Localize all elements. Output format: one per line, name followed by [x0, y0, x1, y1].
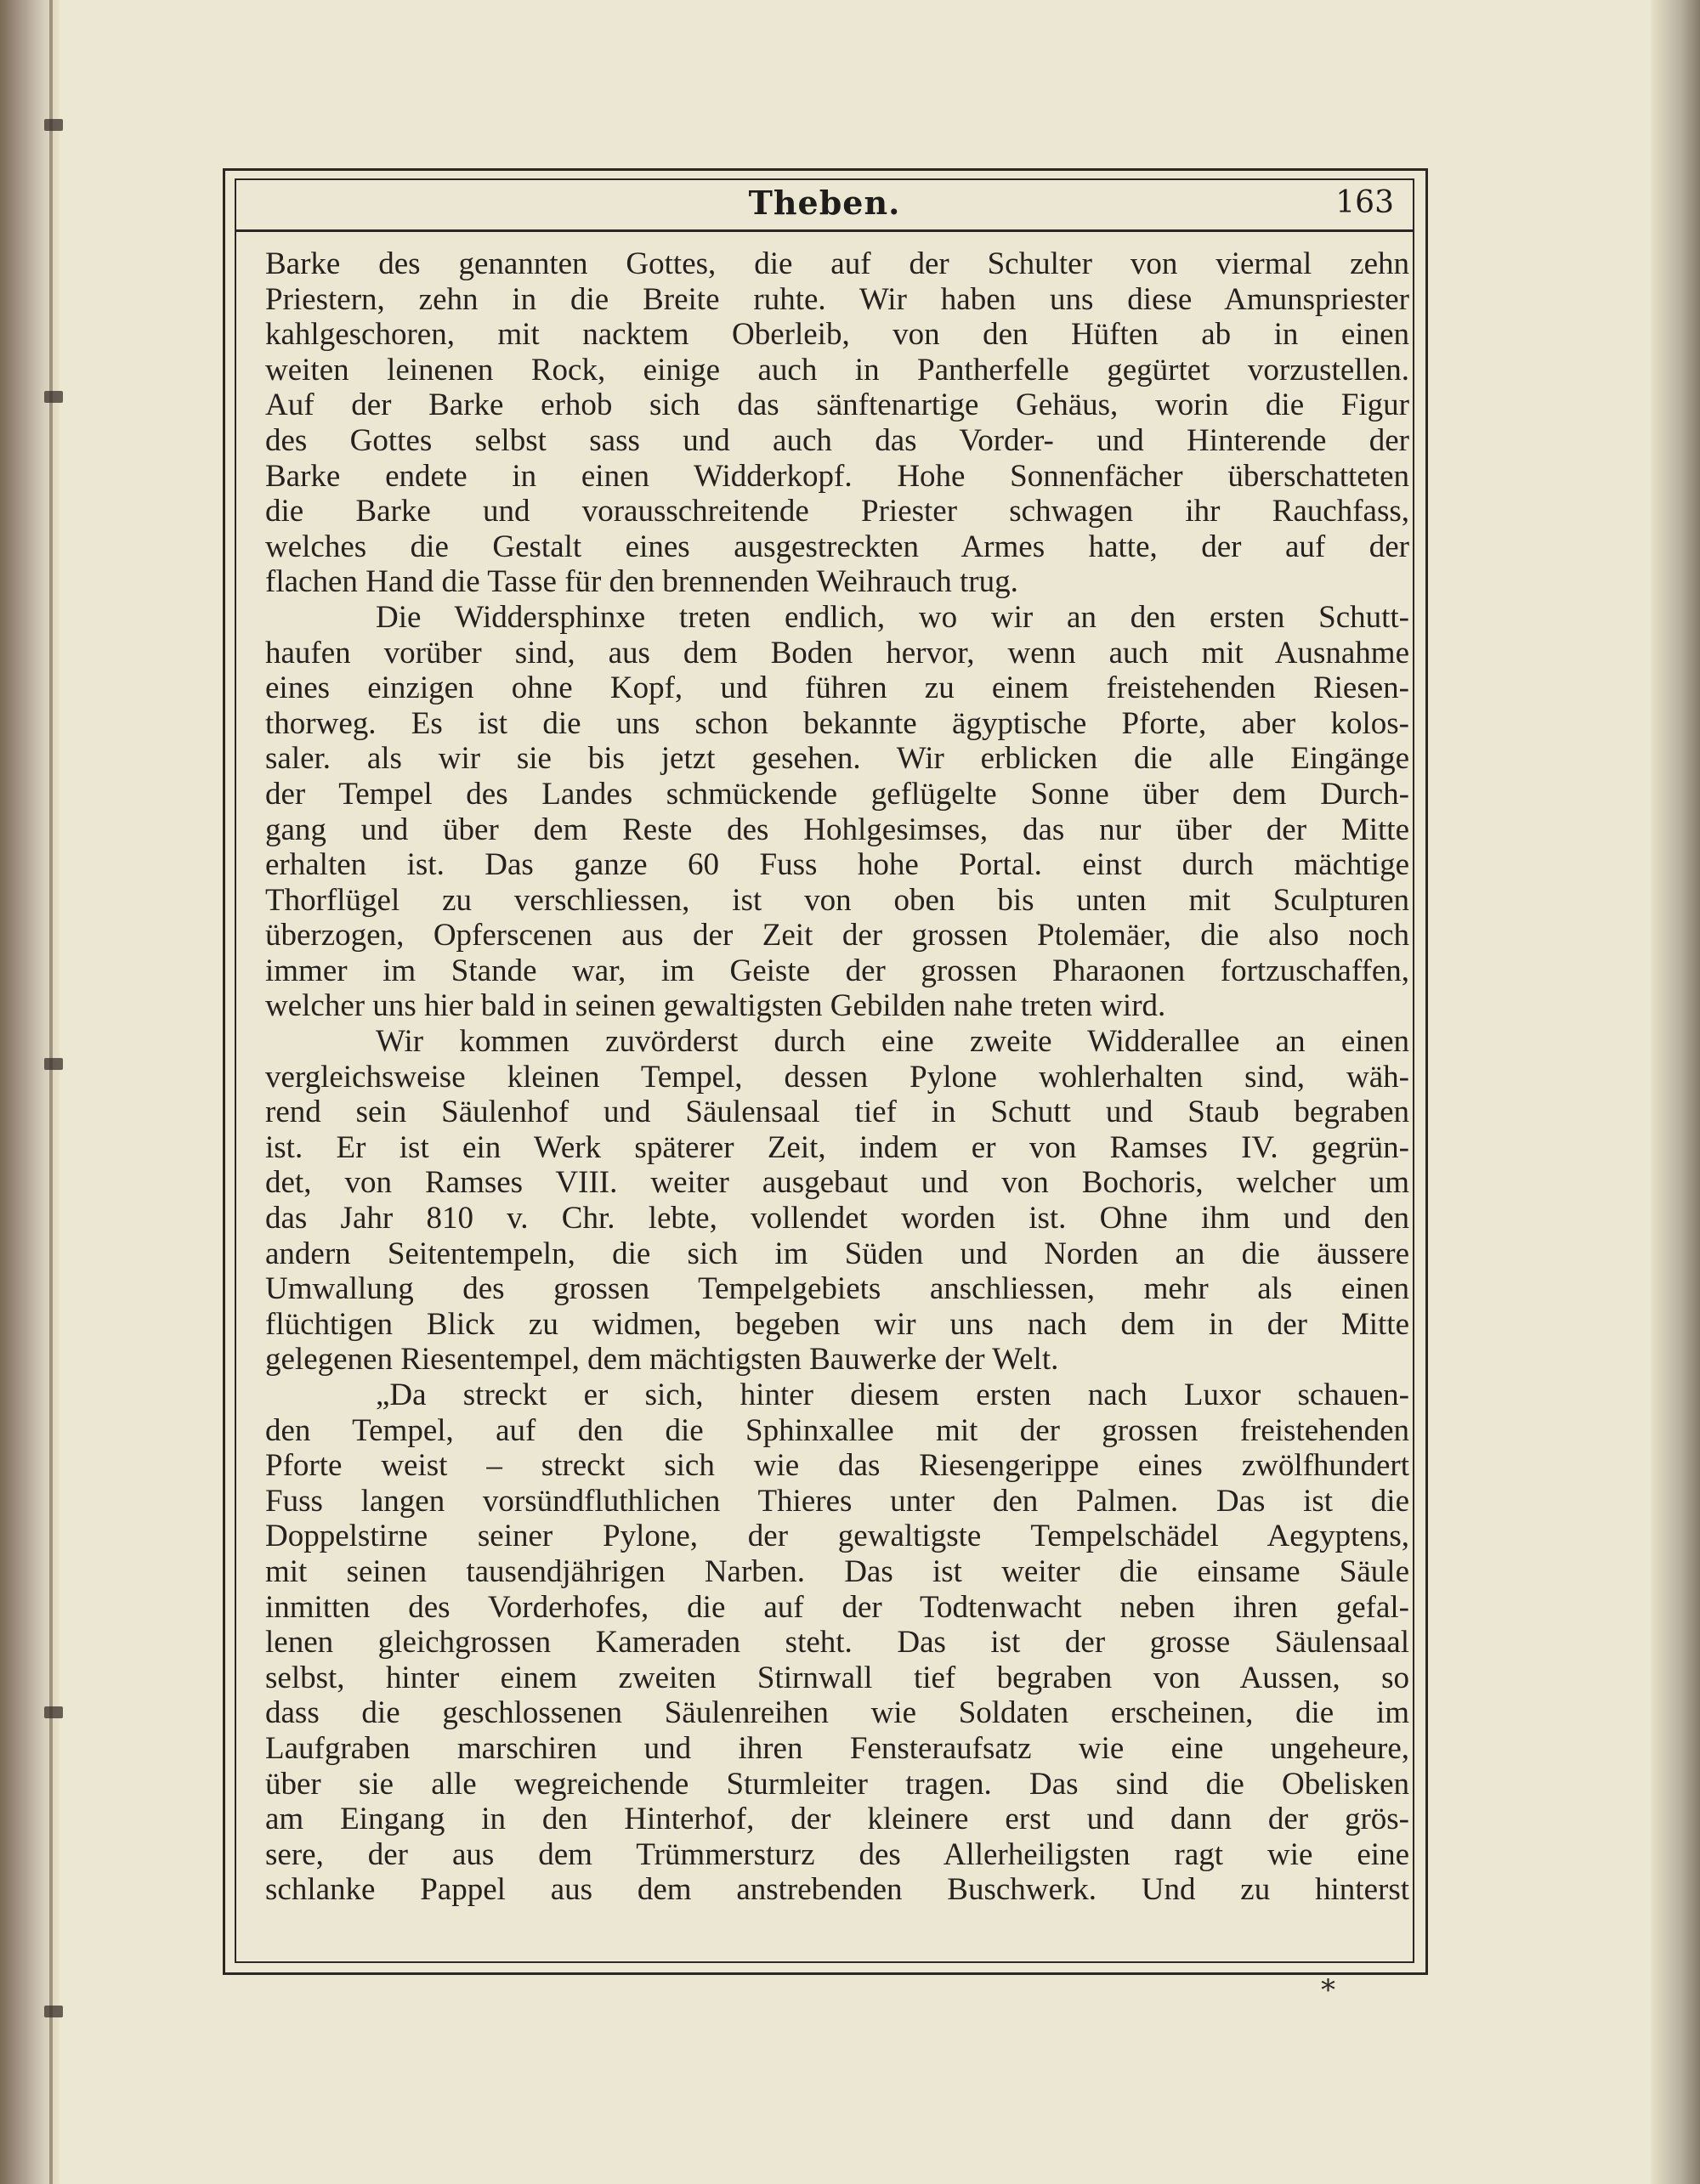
text-line: Thorflügel zu verschliessen, ist von oben bis unten mit Sculpturen	[265, 882, 1409, 918]
binding-mark	[44, 119, 63, 131]
binding-mark	[44, 391, 63, 403]
text-line: Pforte weist – streckt sich wie das Riesengerippe eines zwölfhundert	[265, 1448, 1409, 1484]
text-line: ist. Er ist ein Werk späterer Zeit, indem er von Ramses IV. gegrün-	[265, 1129, 1409, 1165]
gutter-line	[49, 0, 53, 2184]
text-line: thorweg. Es ist die uns schon bekannte ägyptische Pforte, aber kolos-	[265, 705, 1409, 741]
text-line: am Eingang in den Hinterhof, der kleinere erst und dann der grös-	[265, 1802, 1409, 1837]
text-line: rend sein Säulenhof und Säulensaal tief in Schutt und Staub begraben	[265, 1095, 1409, 1130]
text-line: saler. als wir sie bis jetzt gesehen. Wir erblicken die alle Eingänge	[265, 741, 1409, 777]
text-line: welcher uns hier bald in seinen gewaltigsten Gebilden nahe treten wird.	[265, 988, 1166, 1024]
text-line: welches die Gestalt eines ausgestreckten Armes hatte, der auf der	[265, 529, 1409, 564]
text-line: gelegenen Riesentempel, dem mächtigsten Bauwerke der Welt.	[265, 1342, 1059, 1378]
text-line: sere, der aus dem Trümmersturz des Allerheiligsten ragt wie eine	[265, 1836, 1409, 1872]
text-line: vergleichsweise kleinen Tempel, dessen Pylone wohlerhalten sind, wäh-	[265, 1059, 1409, 1095]
text-line: haufen vorüber sind, aus dem Boden hervor, wenn auch mit Ausnahme	[265, 635, 1409, 670]
text-line: Auf der Barke erhob sich das sänftenartige Gehäus, worin die Figur	[265, 388, 1409, 423]
text-line: über sie alle wegreichende Sturmleiter tragen. Das sind die Obelisken	[265, 1766, 1409, 1802]
text-line: flüchtigen Blick zu widmen, begeben wir uns nach dem in der Mitte	[265, 1306, 1409, 1342]
body-text	[265, 246, 1409, 1908]
text-line: gang und über dem Reste des Hohlgesimses, das nur über der Mitte	[265, 812, 1409, 847]
text-line: kahlgeschoren, mit nacktem Oberleib, von den Hüften ab in einen	[265, 317, 1409, 353]
text-line: andern Seitentempeln, die sich im Süden und Norden an die äussere	[265, 1236, 1409, 1271]
text-line: Fuss langen vorsündfluthlichen Thieres unter den Palmen. Das ist die	[265, 1483, 1409, 1519]
text-line: erhalten ist. Das ganze 60 Fuss hohe Portal. einst durch mächtige	[265, 847, 1409, 883]
header-rule	[235, 229, 1414, 232]
text-line: der Tempel des Landes schmückende geflügelte Sonne über dem Durch-	[265, 776, 1409, 812]
text-line: das Jahr 810 v. Chr. lebte, vollendet worden ist. Ohne ihm und den	[265, 1201, 1409, 1236]
text-line: die Barke und vorausschreitende Priester schwagen ihr Rauchfass,	[265, 494, 1409, 529]
text-line: Priestern, zehn in die Breite ruhte. Wir haben uns diese Amunspriester	[265, 281, 1409, 317]
binding-mark	[44, 1706, 63, 1718]
text-line: Laufgraben marschiren und ihren Fensteraufsatz wie eine ungeheure,	[265, 1730, 1409, 1766]
running-title: Theben.	[748, 184, 901, 222]
binding-mark	[44, 2006, 63, 2017]
page-number: 163	[1335, 185, 1394, 220]
page-edge-shadow	[1651, 0, 1700, 2184]
text-line: selbst, hinter einem zweiten Stirnwall tief begraben von Aussen, so	[265, 1660, 1409, 1695]
signature-mark: *	[1321, 1973, 1335, 2007]
text-line: lenen gleichgrossen Kameraden steht. Das ist der grosse Säulensaal	[265, 1625, 1409, 1661]
text-line: weiten leinenen Rock, einige auch in Pantherfelle gegürtet vorzustellen.	[265, 352, 1409, 388]
text-line: mit seinen tausendjährigen Narben. Das ist weiter die einsame Säule	[265, 1553, 1409, 1589]
text-line: immer im Stande war, im Geiste der grossen Pharaonen fortzuschaffen,	[265, 953, 1409, 988]
text-line: überzogen, Opferscenen aus der Zeit der grossen Ptolemäer, die also noch	[265, 918, 1409, 953]
text-line: „Da streckt er sich, hinter diesem ersten nach Luxor schauen-	[376, 1378, 1409, 1412]
text-line: Barke endete in einen Widderkopf. Hohe Sonnenfächer überschatteten	[265, 458, 1409, 494]
text-line: Wir kommen zuvörderst durch eine zweite Widderallee an einen	[376, 1024, 1409, 1060]
binding-mark	[44, 1058, 63, 1070]
text-line: Barke des genannten Gottes, die auf der Schulter von viermal zehn	[265, 246, 1409, 281]
text-line: inmitten des Vorderhofes, die auf der Todtenwacht neben ihren gefal-	[265, 1589, 1409, 1625]
text-line: dass die geschlossenen Säulenreihen wie Soldaten erscheinen, die im	[265, 1695, 1409, 1731]
text-line: Umwallung des grossen Tempelgebiets anschliessen, mehr als einen	[265, 1271, 1409, 1307]
text-line: Doppelstirne seiner Pylone, der gewaltigste Tempelschädel Aegyptens,	[265, 1519, 1409, 1554]
text-line: schlanke Pappel aus dem anstrebenden Buschwerk. Und zu hinterst	[265, 1872, 1409, 1908]
text-line: eines einzigen ohne Kopf, und führen zu einem freistehenden Riesen-	[265, 670, 1409, 706]
text-line: des Gottes selbst sass und auch das Vorder- und Hinterende der	[265, 422, 1409, 458]
text-line: det, von Ramses VIII. weiter ausgebaut und von Bochoris, welcher um	[265, 1165, 1409, 1201]
text-line: Die Widdersphinxe treten endlich, wo wir an den ersten Schutt-	[376, 599, 1409, 635]
text-line: flachen Hand die Tasse für den brennenden Weihrauch trug.	[265, 564, 1018, 600]
text-line: den Tempel, auf den die Sphinxallee mit der grossen freistehenden	[265, 1412, 1409, 1448]
